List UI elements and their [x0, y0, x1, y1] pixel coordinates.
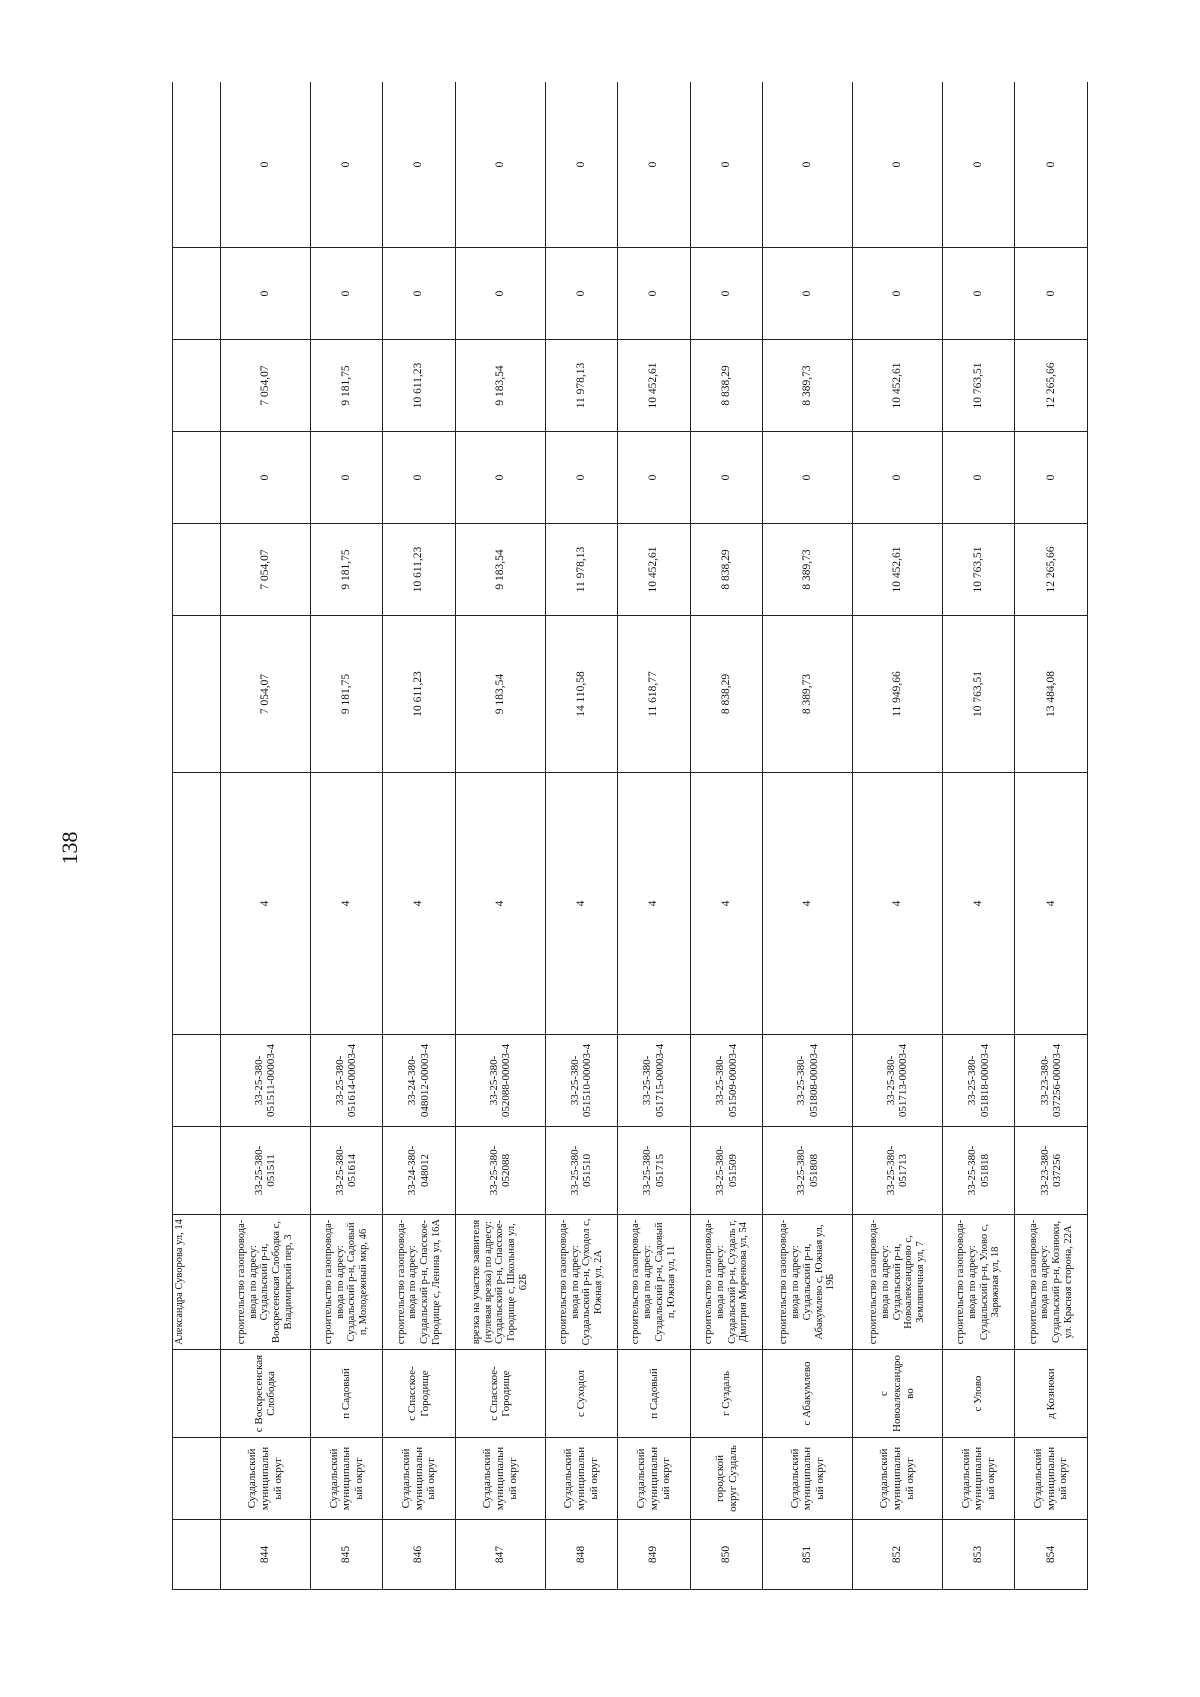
- value-4-cell: 10 611,23: [383, 340, 456, 432]
- table-body: [173, 82, 1088, 1590]
- value-1-cell: 9 181,75: [310, 616, 383, 773]
- value-2-cell: 10 611,23: [383, 524, 456, 616]
- empty-cell: [173, 1035, 221, 1127]
- empty-cell: [173, 1127, 221, 1215]
- municipality-cell: Суздальский муниципальн ый округ: [618, 1438, 691, 1520]
- row-number-cell: 845: [310, 1520, 383, 1590]
- group-cell: 4: [545, 773, 618, 1035]
- value-6-cell: 0: [1015, 82, 1088, 248]
- object-description-cell: строительство газопровода-ввода по адресу: Суздальский р-н, Новоалександрово с, Земляничная ул, 7: [853, 1215, 943, 1350]
- empty-cell: [173, 616, 221, 773]
- value-1-cell: 14 110,58: [545, 616, 618, 773]
- object-description-cell: строительство газопровода-ввода по адресу: Суздальский р-н, Суздаль г, Дмитрия Моренкова ул, 54: [690, 1215, 763, 1350]
- value-3-cell: 0: [383, 432, 456, 524]
- value-2-cell: 8 838,29: [690, 524, 763, 616]
- value-6-cell: 0: [545, 82, 618, 248]
- row-number-cell: 853: [942, 1520, 1015, 1590]
- value-2-cell: 11 978,13: [545, 524, 618, 616]
- value-4-cell: 10 452,61: [618, 340, 691, 432]
- value-6-cell: 0: [455, 82, 545, 248]
- value-2-cell: 8 389,73: [763, 524, 853, 616]
- group-cell: 4: [455, 773, 545, 1035]
- value-2-cell: 7 054,07: [221, 524, 311, 616]
- value-6-cell: 0: [942, 82, 1015, 248]
- object-code-cell: 33-25-380-051510-00003-4: [545, 1035, 618, 1127]
- cadastral-quarter-cell: 33-25-380-051818: [942, 1127, 1015, 1215]
- table-row: [853, 82, 943, 1590]
- cadastral-quarter-cell: 33-23-380-037256: [1015, 1127, 1088, 1215]
- group-cell: 4: [383, 773, 456, 1035]
- table-container: [172, 82, 1088, 1590]
- object-code-cell: 33-25-380-051715-00003-4: [618, 1035, 691, 1127]
- settlement-cell: п Садовый: [618, 1350, 691, 1438]
- value-3-cell: 0: [455, 432, 545, 524]
- value-6-cell: 0: [221, 82, 311, 248]
- municipality-cell: Суздальский муниципальн ый округ: [763, 1438, 853, 1520]
- object-description-cell: строительство газопровода-ввода по адресу: Суздальский р-н, Улово с, Заряжная ул, 18: [942, 1215, 1015, 1350]
- empty-cell: [173, 1350, 221, 1438]
- object-code-cell: 33-25-380-051818-00003-4: [942, 1035, 1015, 1127]
- value-4-cell: 7 054,07: [221, 340, 311, 432]
- empty-cell: [173, 1438, 221, 1520]
- cadastral-quarter-cell: 33-25-380-051808: [763, 1127, 853, 1215]
- value-3-cell: 0: [618, 432, 691, 524]
- cadastral-quarter-cell: 33-25-380-051713: [853, 1127, 943, 1215]
- value-4-cell: 9 181,75: [310, 340, 383, 432]
- value-5-cell: 0: [455, 248, 545, 340]
- municipality-cell: Суздальский муниципальн ый округ: [310, 1438, 383, 1520]
- value-5-cell: 0: [545, 248, 618, 340]
- object-description-cell: строительство газопровода-ввода по адресу: Суздальский р-н, Кознюки, ул. Красная сторона, 22А: [1015, 1215, 1088, 1350]
- value-4-cell: 9 183,54: [455, 340, 545, 432]
- group-cell: 4: [1015, 773, 1088, 1035]
- table-row: [1015, 82, 1088, 1590]
- page-number: 138: [57, 831, 82, 865]
- object-code-cell: 33-25-380-051511-00003-4: [221, 1035, 311, 1127]
- cadastral-quarter-cell: 33-25-380-051510: [545, 1127, 618, 1215]
- continuation-row: [173, 82, 221, 1590]
- municipality-cell: Суздальский муниципальн ый округ: [853, 1438, 943, 1520]
- row-number-cell: 849: [618, 1520, 691, 1590]
- group-cell: 4: [763, 773, 853, 1035]
- object-description-cell: строительство газопровода-ввода по адресу: Суздальский р-н, Абакумлево с, Южная ул, 19Б: [763, 1215, 853, 1350]
- table-row: [690, 82, 763, 1590]
- value-3-cell: 0: [310, 432, 383, 524]
- table-row: [618, 82, 691, 1590]
- municipality-cell: Суздальский муниципальн ый округ: [383, 1438, 456, 1520]
- municipality-cell: городской округ Суздаль: [690, 1438, 763, 1520]
- object-description-cell: строительство газопровода-ввода по адресу: Суздальский р-н, Садовый п, Южная ул, 11: [618, 1215, 691, 1350]
- table-row: [942, 82, 1015, 1590]
- settlement-cell: с Суходол: [545, 1350, 618, 1438]
- empty-cell: [173, 340, 221, 432]
- value-5-cell: 0: [853, 248, 943, 340]
- value-4-cell: 8 389,73: [763, 340, 853, 432]
- value-4-cell: 11 978,13: [545, 340, 618, 432]
- value-6-cell: 0: [853, 82, 943, 248]
- value-1-cell: 11 618,77: [618, 616, 691, 773]
- settlement-cell: с Воскресенская Слободка: [221, 1350, 311, 1438]
- value-3-cell: 0: [221, 432, 311, 524]
- object-description-cell: строительство газопровода-ввода по адресу: Суздальский р-н, Спасское-Городище с, Ленина ул, 16А: [383, 1215, 456, 1350]
- cadastral-quarter-cell: 33-24-380-048012: [383, 1127, 456, 1215]
- value-5-cell: 0: [383, 248, 456, 340]
- table-row: [383, 82, 456, 1590]
- value-4-cell: 10 452,61: [853, 340, 943, 432]
- row-number-cell: 850: [690, 1520, 763, 1590]
- municipality-cell: Суздальский муниципальн ый округ: [221, 1438, 311, 1520]
- value-1-cell: 11 949,66: [853, 616, 943, 773]
- object-code-cell: 33-25-380-051509-00003-4: [690, 1035, 763, 1127]
- object-code-cell: 33-25-380-051614-00003-4: [310, 1035, 383, 1127]
- object-description-cell: строительство газопровода-ввода по адресу: Суздальский р-н, Садовый п, Молодежный мкр, 46: [310, 1215, 383, 1350]
- value-1-cell: 7 054,07: [221, 616, 311, 773]
- table-row: [455, 82, 545, 1590]
- value-3-cell: 0: [763, 432, 853, 524]
- table-row: [221, 82, 311, 1590]
- cadastral-quarter-cell: 33-25-380-051715: [618, 1127, 691, 1215]
- object-code-cell: 33-24-380-048012-00003-4: [383, 1035, 456, 1127]
- group-cell: 4: [942, 773, 1015, 1035]
- row-number-cell: 847: [455, 1520, 545, 1590]
- value-6-cell: 0: [763, 82, 853, 248]
- value-1-cell: 10 611,23: [383, 616, 456, 773]
- object-code-cell: 33-25-380-051713-00003-4: [853, 1035, 943, 1127]
- value-1-cell: 9 183,54: [455, 616, 545, 773]
- value-3-cell: 0: [1015, 432, 1088, 524]
- empty-cell: [173, 248, 221, 340]
- empty-cell: [173, 524, 221, 616]
- cadastral-quarter-cell: 33-25-380-051614: [310, 1127, 383, 1215]
- empty-cell: [173, 1520, 221, 1590]
- row-number-cell: 848: [545, 1520, 618, 1590]
- value-1-cell: 13 484,08: [1015, 616, 1088, 773]
- object-code-cell: 33-25-380-052088-00003-4: [455, 1035, 545, 1127]
- row-number-cell: 851: [763, 1520, 853, 1590]
- value-5-cell: 0: [1015, 248, 1088, 340]
- value-2-cell: 12 265,66: [1015, 524, 1088, 616]
- value-4-cell: 8 838,29: [690, 340, 763, 432]
- settlement-cell: с Спасское-Городище: [455, 1350, 545, 1438]
- row-number-cell: 844: [221, 1520, 311, 1590]
- row-number-cell: 846: [383, 1520, 456, 1590]
- value-6-cell: 0: [383, 82, 456, 248]
- value-1-cell: 8 389,73: [763, 616, 853, 773]
- settlement-cell: с Спасское-Городище: [383, 1350, 456, 1438]
- value-5-cell: 0: [942, 248, 1015, 340]
- value-5-cell: 0: [618, 248, 691, 340]
- value-2-cell: 9 183,54: [455, 524, 545, 616]
- value-3-cell: 0: [942, 432, 1015, 524]
- value-5-cell: 0: [763, 248, 853, 340]
- value-2-cell: 10 452,61: [618, 524, 691, 616]
- value-6-cell: 0: [618, 82, 691, 248]
- object-code-cell: 33-23-380-037256-00003-4: [1015, 1035, 1088, 1127]
- municipality-cell: Суздальский муниципальн ый округ: [545, 1438, 618, 1520]
- row-number-cell: 852: [853, 1520, 943, 1590]
- value-3-cell: 0: [853, 432, 943, 524]
- rotated-table-frame: [172, 82, 1088, 1590]
- empty-cell: [173, 432, 221, 524]
- group-cell: 4: [690, 773, 763, 1035]
- cadastral-quarter-cell: 33-25-380-052088: [455, 1127, 545, 1215]
- data-table: [172, 82, 1088, 1590]
- empty-cell: [173, 773, 221, 1035]
- settlement-cell: п Садовый: [310, 1350, 383, 1438]
- table-row: [545, 82, 618, 1590]
- value-6-cell: 0: [690, 82, 763, 248]
- value-3-cell: 0: [690, 432, 763, 524]
- group-cell: 4: [310, 773, 383, 1035]
- value-5-cell: 0: [690, 248, 763, 340]
- value-4-cell: 10 763,51: [942, 340, 1015, 432]
- object-description-cell: строительство газопровода-ввода по адресу: Суздальский р-н, Воскресенская Слободка с, Владимирский пер, 3: [221, 1215, 311, 1350]
- object-description-cell: строительство газопровода-ввода по адресу: Суздальский р-н, Суходол с, Южная ул, 2А: [545, 1215, 618, 1350]
- group-cell: 4: [618, 773, 691, 1035]
- value-3-cell: 0: [545, 432, 618, 524]
- value-4-cell: 12 265,66: [1015, 340, 1088, 432]
- object-description-cell: Александра Суворова ул, 14: [173, 1215, 221, 1350]
- settlement-cell: д Кознюки: [1015, 1350, 1088, 1438]
- table-row: [763, 82, 853, 1590]
- settlement-cell: с Улово: [942, 1350, 1015, 1438]
- value-2-cell: 10 763,51: [942, 524, 1015, 616]
- cadastral-quarter-cell: 33-25-380-051509: [690, 1127, 763, 1215]
- value-1-cell: 10 763,51: [942, 616, 1015, 773]
- settlement-cell: г Суздаль: [690, 1350, 763, 1438]
- value-6-cell: 0: [310, 82, 383, 248]
- group-cell: 4: [221, 773, 311, 1035]
- value-1-cell: 8 838,29: [690, 616, 763, 773]
- municipality-cell: Суздальский муниципальн ый округ: [942, 1438, 1015, 1520]
- value-5-cell: 0: [221, 248, 311, 340]
- value-5-cell: 0: [310, 248, 383, 340]
- municipality-cell: Суздальский муниципальн ый округ: [1015, 1438, 1088, 1520]
- object-description-cell: врезка на участке заявителя (нулевая врезка) по адресу: Суздальский р-н, Спасское-Городище с, Школьная ул, 62Б: [455, 1215, 545, 1350]
- object-code-cell: 33-25-380-051808-00003-4: [763, 1035, 853, 1127]
- group-cell: 4: [853, 773, 943, 1035]
- municipality-cell: Суздальский муниципальн ый округ: [455, 1438, 545, 1520]
- cadastral-quarter-cell: 33-25-380-051511: [221, 1127, 311, 1215]
- row-number-cell: 854: [1015, 1520, 1088, 1590]
- value-2-cell: 10 452,61: [853, 524, 943, 616]
- settlement-cell: с Абакумлево: [763, 1350, 853, 1438]
- settlement-cell: с Новоалександро во: [853, 1350, 943, 1438]
- table-row: [310, 82, 383, 1590]
- value-2-cell: 9 181,75: [310, 524, 383, 616]
- empty-cell: [173, 82, 221, 248]
